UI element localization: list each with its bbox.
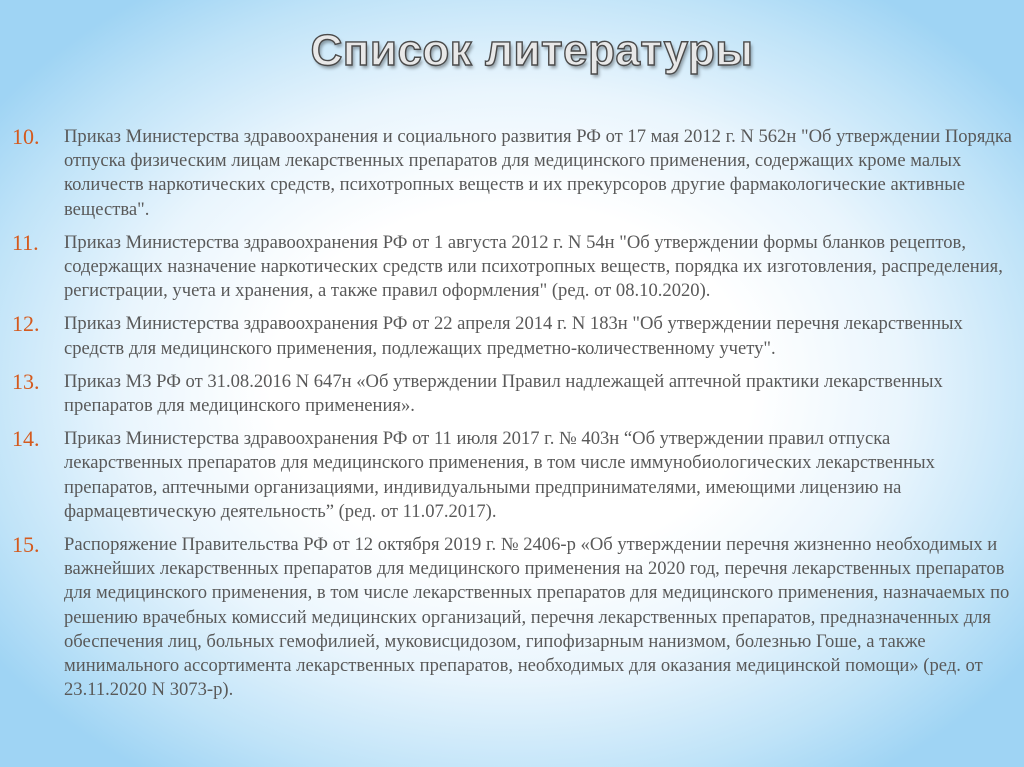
reference-item	[12, 125, 1012, 222]
reference-text: Приказ Министерства здравоохранения РФ от 1 августа 2012 г. N 54н "Об утверждении формы бланков рецептов, содержащих назначение наркотических средств или психотропных веществ, порядка их изготовления, распределения, регистрации, учета и хранения, а также правил оформления" (ред. от 08.10.2020).	[64, 231, 1003, 302]
reference-item	[12, 312, 1012, 360]
reference-number: 11.	[12, 229, 39, 255]
reference-text: Распоряжение Правительства РФ от 12 октября 2019 г. № 2406-р «Об утверждении перечня жизненно необходимых и важнейших лекарственных препаратов для медицинского применения на 2020 год, перечня лекарственных препаратов для медицинского применения, в том числе лекарственных препаратов для медицинского применения, назначаемых по решению врачебных комиссий медицинских организаций, перечня лекарственных препаратов, предназначенных для обеспечения лиц, больных гемофилией, муковисцидозом, гипофизарным нанизмом, болезнью Гоше, а также минимального ассортимента лекарственных препаратов, необходимых для оказания медицинской помощи» (ред. от 23.11.2020 N 3073-р).	[64, 534, 1010, 701]
reference-list	[12, 125, 1012, 711]
reference-number: 13.	[12, 368, 40, 394]
reference-item	[12, 231, 1012, 304]
reference-item	[12, 370, 1012, 418]
reference-number: 12.	[12, 311, 40, 337]
slide-title: Список литературы	[310, 26, 754, 75]
reference-text: Приказ Министерства здравоохранения РФ от 11 июля 2017 г. № 403н “Об утверждении правил отпуска лекарственных препаратов для медицинского применения, в том числе иммунобиологических лекарственных препаратов, аптечными организациями, индивидуальными предпринимателями, имеющими лицензию на фармацевтическую деятельность” (ред. от 11.07.2017).	[64, 428, 935, 522]
reference-number: 14.	[12, 426, 40, 452]
reference-text: Приказ Министерства здравоохранения и социального развития РФ от 17 мая 2012 г. N 562н "Об утверждении Порядка отпуска физическим лицам лекарственных препаратов для медицинского применения, содержащих кроме малых количеств наркотических средств, психотропных веществ и их прекурсоров другие фармакологические активные вещества".	[64, 126, 1012, 220]
reference-number: 15.	[12, 532, 40, 558]
reference-text: Приказ МЗ РФ от 31.08.2016 N 647н «Об утверждении Правил надлежащей аптечной практики лекарственных препаратов для медицинского применения».	[64, 370, 943, 417]
reference-item	[12, 533, 1012, 702]
reference-item	[12, 427, 1012, 524]
reference-number: 10.	[12, 124, 40, 149]
reference-text: Приказ Министерства здравоохранения РФ от 22 апреля 2014 г. N 183н "Об утверждении перечня лекарственных средств для медицинского применения, подлежащих предметно-количественному учету".	[64, 313, 963, 359]
